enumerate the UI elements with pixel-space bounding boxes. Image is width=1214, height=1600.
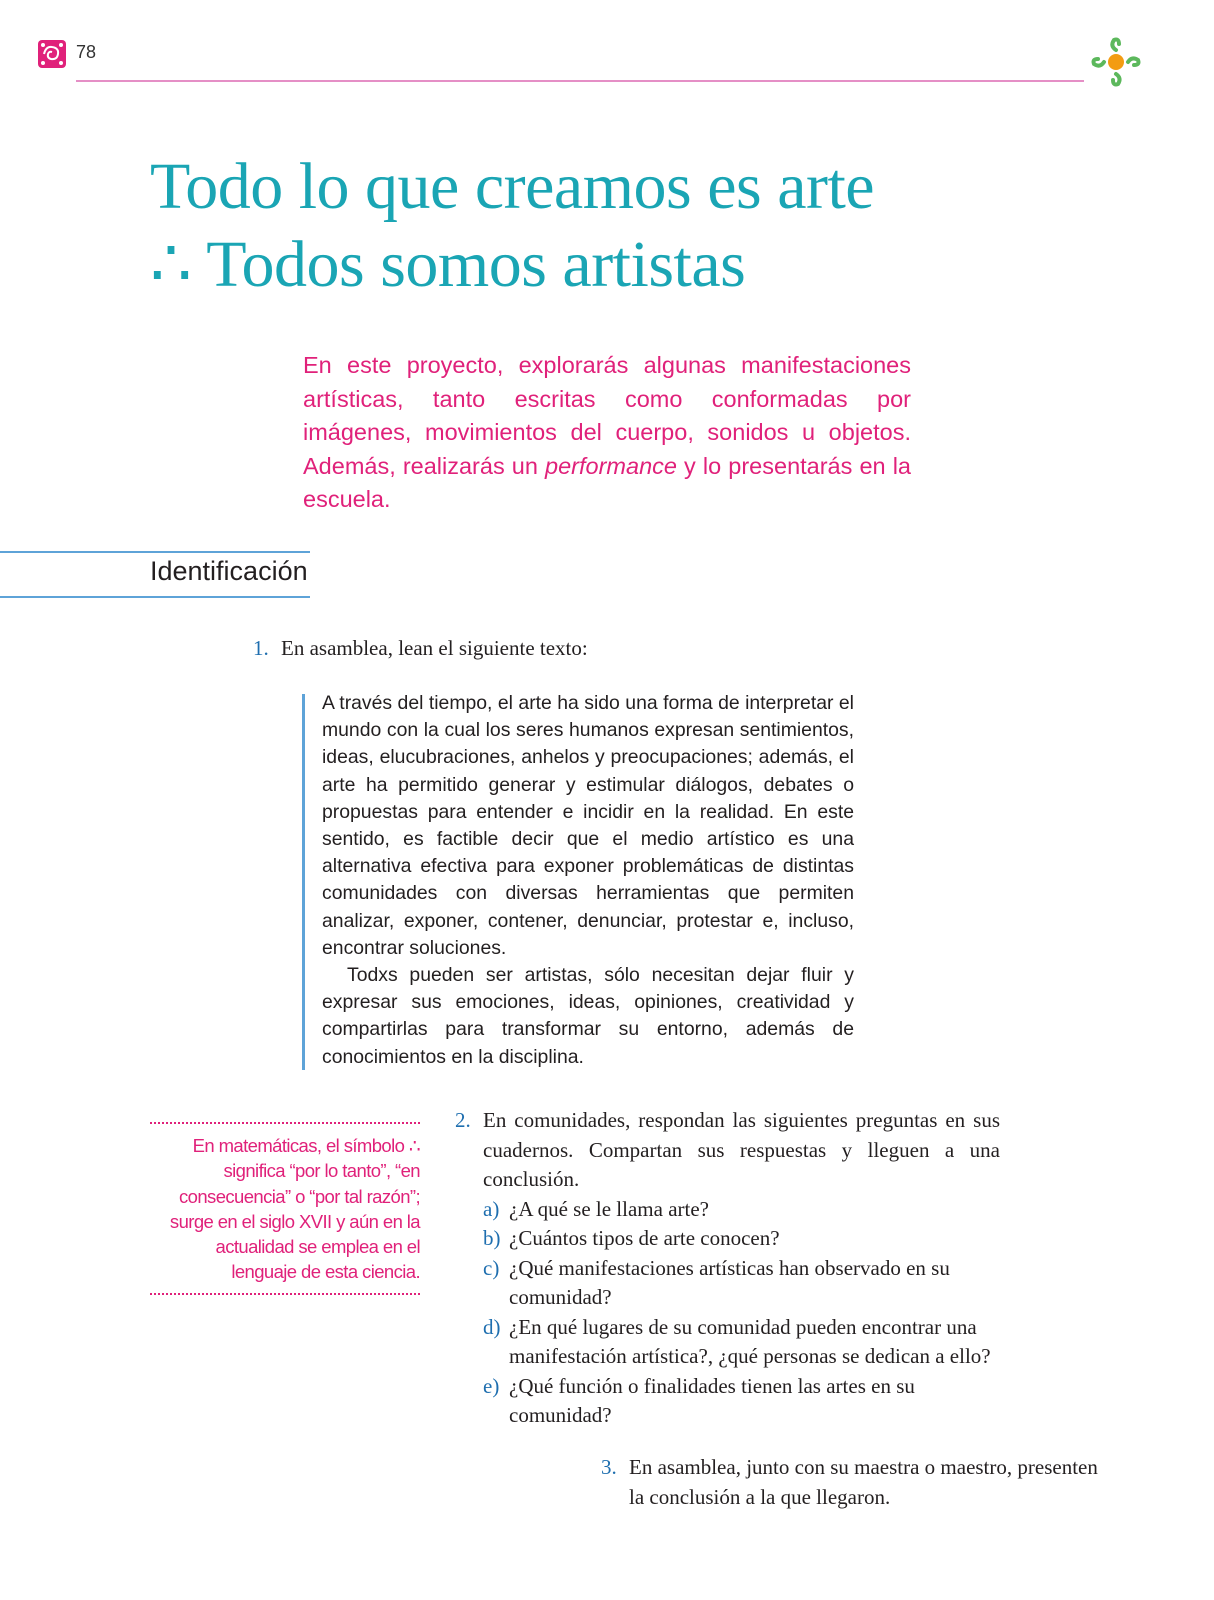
title-line-1: Todo lo que creamos es arte: [150, 150, 875, 223]
section-heading: Identificación: [150, 556, 308, 586]
question-letter: d): [483, 1314, 501, 1339]
question-letter: a): [483, 1196, 500, 1221]
list-item: [483, 1254, 1000, 1313]
section-rule-bottom: [0, 596, 310, 598]
note-divider-bottom: [150, 1293, 420, 1295]
quote-paragraph-2: Todxs pueden ser artistas, sólo necesitan dejar fluir y expresar sus emociones, ideas, opiniones, creatividad y compartirlas para transformar su entorno, además de conocimientos en la disciplina.: [322, 964, 854, 1068]
question-letter: c): [483, 1255, 500, 1280]
quote-paragraph-1: A través del tiempo, el arte ha sido una forma de interpretar el mundo con la cual los seres humanos expresan sentimientos, ideas, elucubraciones, anhelos y preocupaciones; además, el arte ha permitido generar y estimular diálogos, debates o propuestas para entender e incidir en la realidad. En este sentido, es factible decir que el medio artístico es una alternativa efectiva para exponer problemáticas de distintas comunidades con diversas herramientas que permiten analizar, exponer, contener, denunciar, protestar e, incluso, encontrar soluciones.: [322, 692, 854, 959]
question-text: ¿Qué manifestaciones artísticas han observado en su comunidad?: [509, 1255, 950, 1309]
item-number: 2.: [455, 1108, 471, 1132]
list-item: [483, 1224, 1000, 1254]
page-number: 78: [76, 42, 97, 62]
item-text: En comunidades, respondan las siguientes preguntas en sus cuadernos. Compartan sus respuestas y lleguen a una conclusión.: [483, 1108, 1000, 1191]
note-divider-top: [150, 1122, 420, 1124]
section-rule-top: [0, 551, 310, 553]
item-number: 3.: [601, 1455, 617, 1479]
flower-logo-icon: [1088, 34, 1144, 90]
title-line-2: ∴ Todos somos artistas: [150, 228, 746, 301]
intro-emphasis: performance: [545, 452, 677, 479]
activity-item-2: [455, 1106, 1000, 1431]
list-item: [483, 1195, 1000, 1225]
question-list: [455, 1195, 1000, 1431]
question-text: ¿Qué función o finalidades tienen las artes en su comunidad?: [509, 1373, 915, 1427]
question-text: ¿A qué se le llama arte?: [509, 1196, 709, 1221]
pink-ornament-icon: [36, 38, 68, 70]
intro-text-after: y lo presentarás en la escuela.: [303, 452, 911, 512]
item-number: 1.: [253, 636, 269, 660]
header-divider: [76, 80, 1084, 82]
list-item: [483, 1372, 1000, 1431]
question-text: ¿Cuántos tipos de arte conocen?: [509, 1226, 780, 1250]
intro-text-before: En este proyecto, explorarás algunas manifestaciones artísticas, tanto escritas como conformadas por imágenes, movimientos del cuerpo, sonidos u objetos. Además, realizarás un: [303, 352, 911, 479]
intro-paragraph: [303, 349, 911, 517]
quote-bar: [302, 694, 305, 1070]
page-title: [150, 148, 874, 304]
sidebar-note: En matemáticas, el símbolo ∴ significa “por lo tanto”, “en consecuencia” o “por tal razón”; surge en el siglo XVII y aún en la actualidad se emplea en el lenguaje de esta ciencia.: [169, 1135, 420, 1283]
activity-item-1: [253, 636, 588, 661]
question-letter: e): [483, 1373, 500, 1398]
item-text: En asamblea, junto con su maestra o maestro, presenten la conclusión a la que llegaron.: [629, 1455, 1098, 1509]
question-text: ¿En qué lugares de su comunidad pueden encontrar una manifestación artística?, ¿qué personas se dedican a ello?: [509, 1314, 991, 1368]
question-letter: b): [483, 1226, 501, 1250]
activity-item-3: [601, 1453, 1100, 1512]
reading-quote: [322, 690, 854, 1071]
item-text: En asamblea, lean el siguiente texto:: [281, 636, 588, 660]
list-item: [483, 1313, 1000, 1372]
